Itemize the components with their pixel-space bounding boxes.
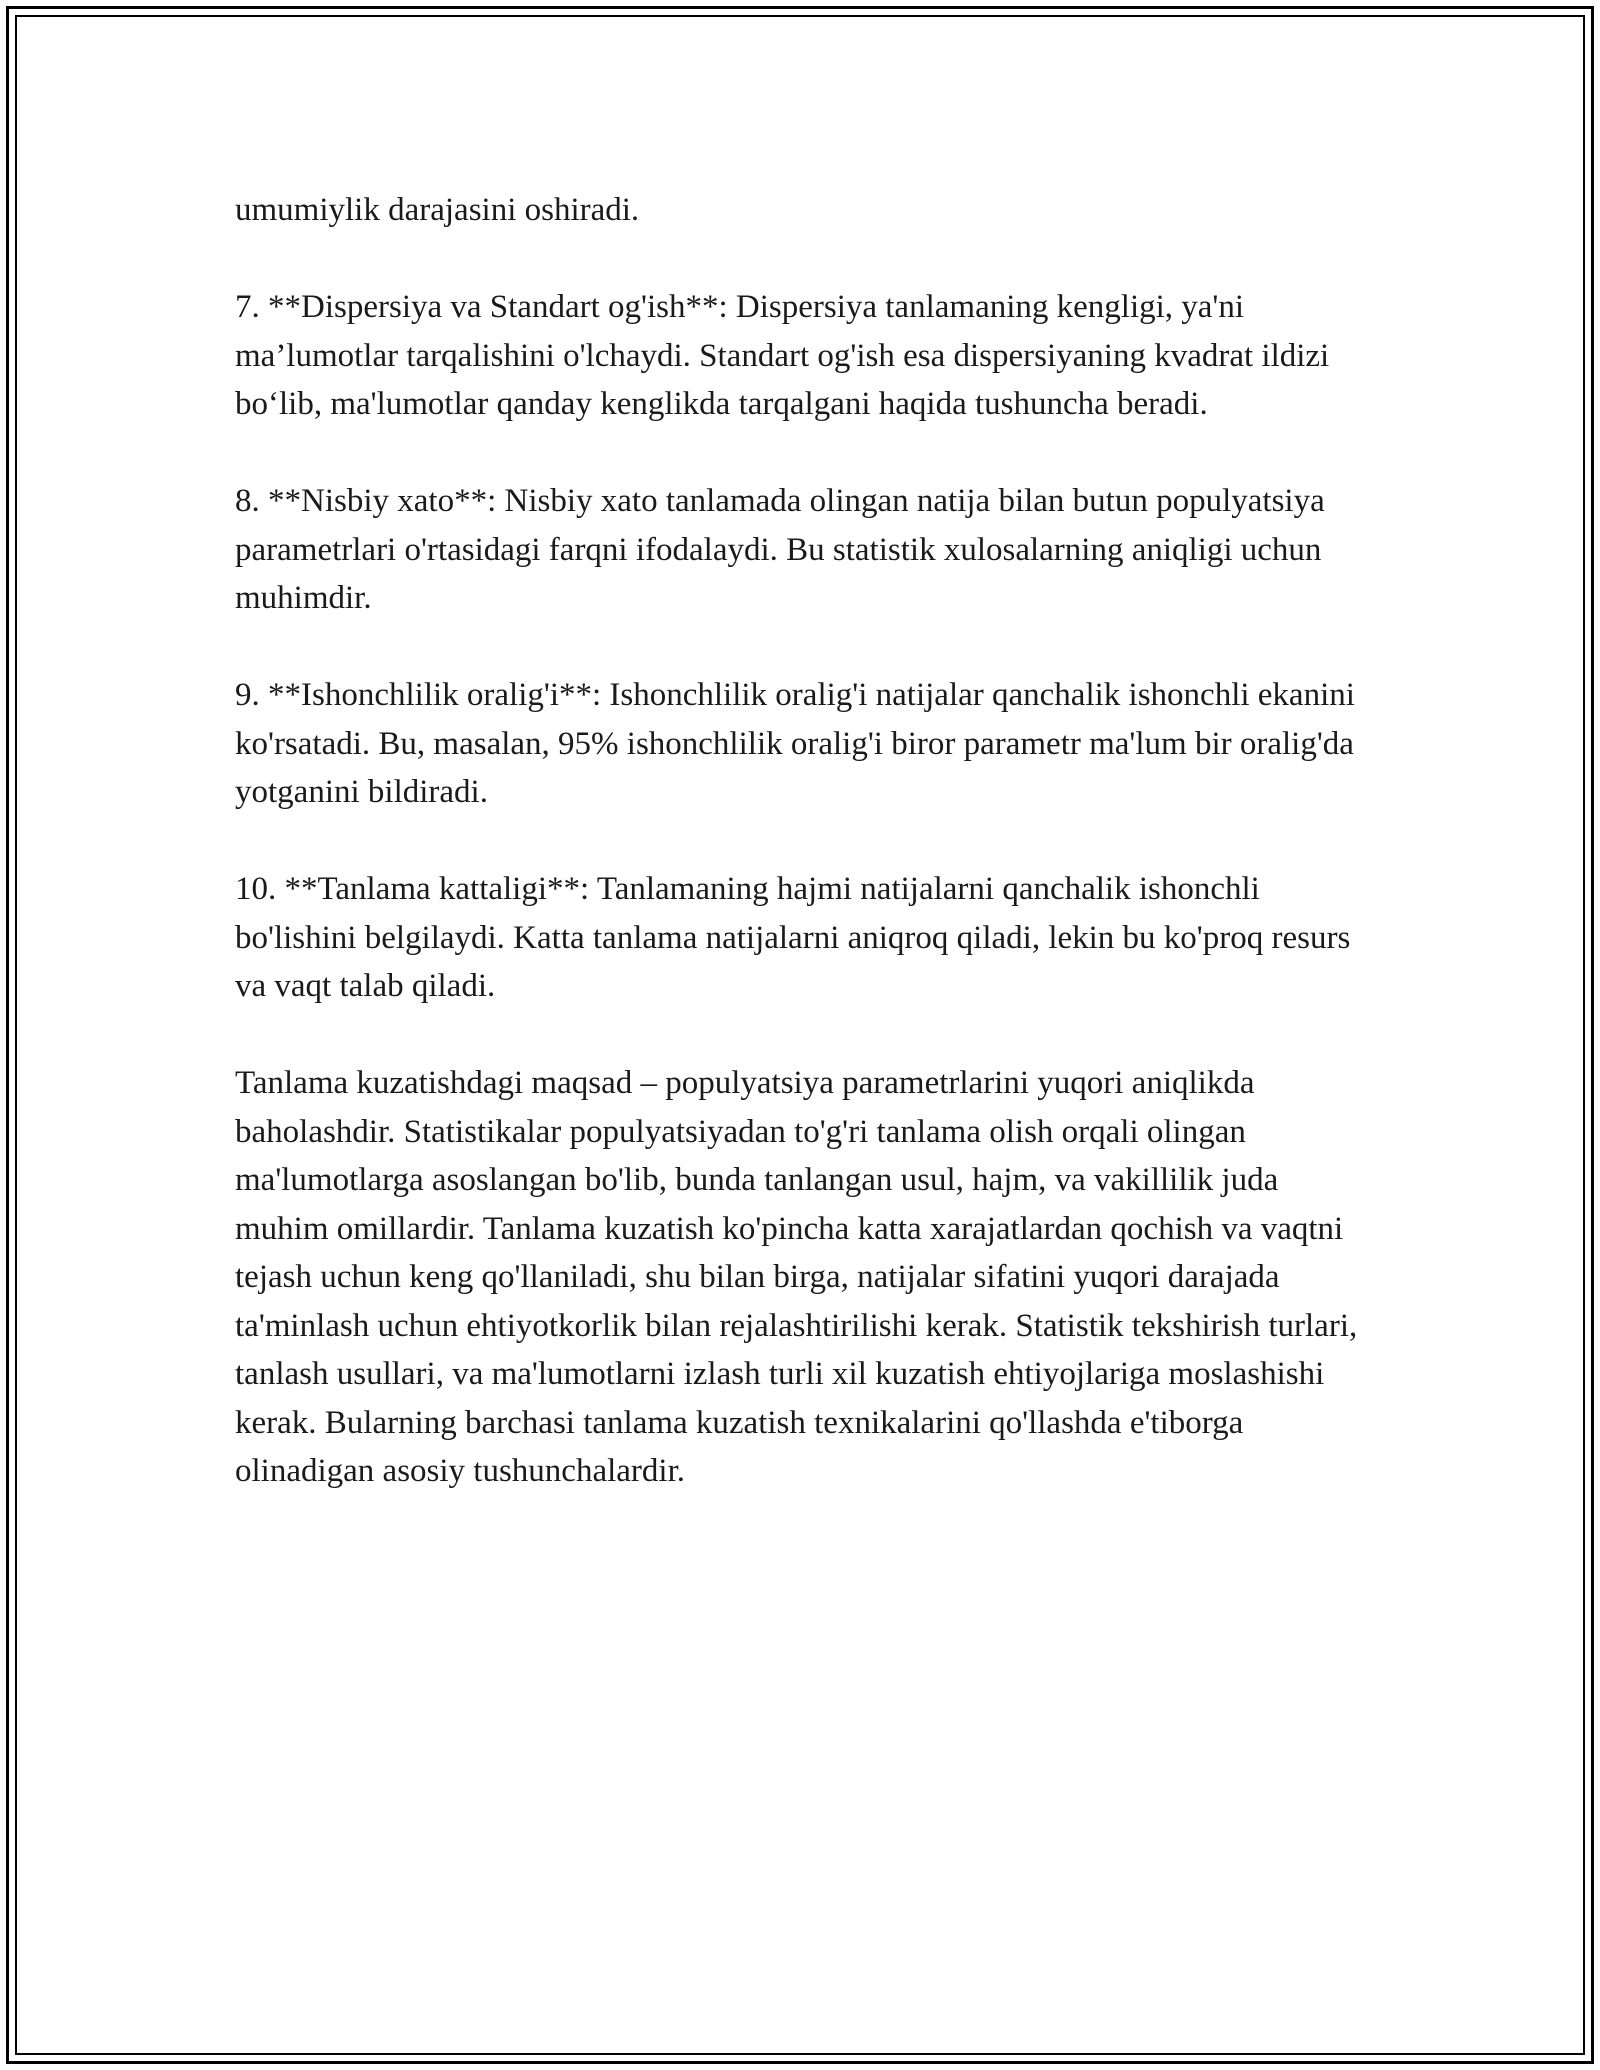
page-content bbox=[235, 186, 1375, 1544]
paragraph-continuation: umumiylik darajasini oshiradi. bbox=[235, 192, 640, 228]
paragraph-item-8-nisbiy-xato: 8. **Nisbiy xato**: Nisbiy xato tanlamada olingan natija bilan butun populyatsiya parametrlari o'rtasidagi farqni ifodalaydi. Bu statistik xulosalarning aniqligi uchun muhimdir. bbox=[235, 483, 1325, 616]
paragraph-conclusion: Tanlama kuzatishdagi maqsad – populyatsiya parametrlarini yuqori aniqlikda baholashdir. Statistikalar populyatsiyadan to'g'ri tanlama olish orqali olingan ma'lumotlarga asoslangan bo'lib, bunda tanlangan usul, hajm, va vakillilik juda muhim omillardir. Tanlama kuzatish ko'pincha katta xarajatlardan qochish va vaqtni tejash uchun keng qo'llaniladi, shu bilan birga, natijalar sifatini yuqori darajada ta'minlash uchun ehtiyotkorlik bilan rejalashtirilishi kerak. Statistik tekshirish turlari, tanlash usullari, va ma'lumotlarni izlash turli xil kuzatish ehtiyojlariga moslashishi kerak. Bularning barchasi tanlama kuzatish texnikalarini qo'llashda e'tiborga olinadigan asosiy tushunchalardir. bbox=[235, 1065, 1358, 1489]
paragraph-item-7-dispersiya: 7. **Dispersiya va Standart og'ish**: Dispersiya tanlamaning kengligi, ya'ni ma’lumotlar tarqalishini o'lchaydi. Standart og'ish esa dispersiyaning kvadrat ildizi bo‘lib, ma'lumotlar qanday kenglikda tarqalgani haqida tushuncha beradi. bbox=[235, 289, 1330, 422]
paragraph-item-9-ishonchlilik: 9. **Ishonchlilik oralig'i**: Ishonchlilik oralig'i natijalar qanchalik ishonchli ekanini ko'rsatadi. Bu, masalan, 95% ishonchlilik oralig'i biror parametr ma'lum bir oralig'da yotganini bildiradi. bbox=[235, 677, 1355, 810]
paragraph-item-10-tanlama-kattaligi: 10. **Tanlama kattaligi**: Tanlamaning hajmi natijalarni qanchalik ishonchli bo'lishini belgilaydi. Katta tanlama natijalarni aniqroq qiladi, lekin bu ko'proq resurs va vaqt talab qiladi. bbox=[235, 871, 1351, 1004]
